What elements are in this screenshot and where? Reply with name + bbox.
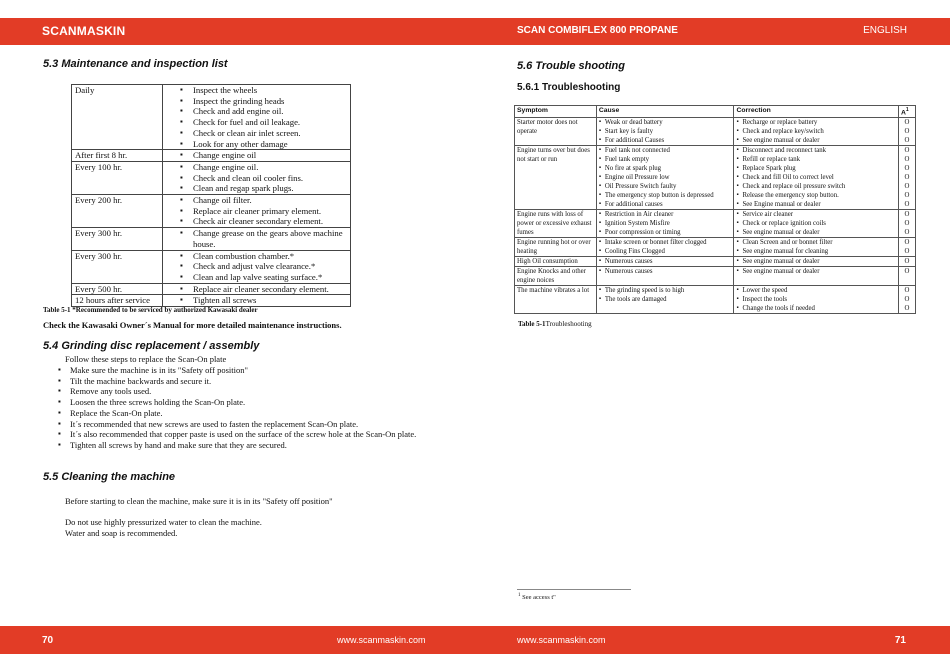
correction-item: ▪ Refill or replace tank [736, 155, 896, 164]
maintenance-task: ▪ Check and add engine oil. [166, 106, 348, 117]
a-item: O [904, 183, 910, 191]
a-item: O [904, 174, 910, 182]
maintenance-row [72, 85, 351, 150]
cause-item: ▪ The emergency stop button is depressed [599, 191, 732, 200]
maintenance-row [72, 250, 351, 283]
maintenance-interval: After first 8 hr. [72, 150, 163, 162]
a-item: O [904, 296, 910, 304]
cause-item: ▪ Fuel tank not connected [599, 146, 732, 155]
correction-item: ▪ Replace Spark plug [736, 164, 896, 173]
symptom-cell: Engine running hot or over heating [515, 238, 597, 257]
a-item: O [904, 258, 910, 266]
cause-item: ▪ The tools are damaged [599, 295, 732, 304]
maintenance-interval: 12 hours after service [72, 295, 163, 307]
a-item: O [904, 165, 910, 173]
cause-cell [596, 238, 734, 257]
replacement-step: ▪ Remove any tools used. [55, 386, 435, 397]
website-link-left[interactable]: www.scanmaskin.com [337, 635, 426, 645]
troubleshooting-row [515, 267, 916, 286]
website-link-right[interactable]: www.scanmaskin.com [517, 635, 606, 645]
maintenance-interval: Every 200 hr. [72, 195, 163, 228]
maintenance-task: ▪ Clean and regap spark plugs. [166, 183, 348, 194]
maintenance-task: ▪ Inspect the grinding heads [166, 96, 348, 107]
maintenance-row [72, 161, 351, 194]
cause-item: ▪ Numerous causes [599, 257, 732, 266]
section-5-5-title: 5.5 Cleaning the machine [43, 471, 176, 483]
section-5-6-1-title: 5.6.1 Troubleshooting [517, 82, 621, 93]
maintenance-table-caption: Table 5-1 *Recommended to be serviced by authorized Kawasaki dealer [43, 306, 258, 314]
cause-cell [596, 286, 734, 314]
footnote-number: 1 [518, 593, 521, 598]
header-bar [0, 18, 950, 45]
correction-cell [734, 267, 899, 286]
maintenance-row [72, 150, 351, 162]
cause-item: ▪ Weak or dead battery [599, 118, 732, 127]
troubleshooting-row [515, 210, 916, 238]
troubleshooting-caption-label: Table 5-1 [518, 320, 546, 328]
maintenance-tasks [163, 295, 351, 307]
footnote [518, 593, 556, 601]
correction-item: ▪ Check and replace oil pressure switch [736, 182, 896, 191]
troubleshooting-row [515, 118, 916, 146]
symptom-cell: High Oil consumption [515, 257, 597, 267]
troubleshooting-table [514, 105, 916, 314]
a-item: O [904, 119, 910, 127]
cause-cell [596, 118, 734, 146]
correction-item: ▪ Check and replace key/switch [736, 127, 896, 136]
maintenance-task: ▪ Clean and lap valve seating surface.* [166, 272, 348, 283]
a-item: O [904, 287, 910, 295]
correction-cell [734, 146, 899, 210]
replacement-step: ▪ Replace the Scan-On plate. [55, 408, 435, 419]
maintenance-task: ▪ Clean combustion chamber.* [166, 251, 348, 262]
replacement-steps-list [55, 365, 435, 451]
cause-item: ▪ Fuel tank empty [599, 155, 732, 164]
section-5-4-title: 5.4 Grinding disc replacement / assembly [43, 340, 260, 352]
a-item: O [904, 128, 910, 136]
replacement-step: ▪ Tighten all screws by hand and make sure that they are secured. [55, 440, 435, 451]
maintenance-tasks [163, 150, 351, 162]
cause-item: ▪ Intake screen or bonnet filter clogged [599, 238, 732, 247]
correction-item: ▪ Change the tools if needed [736, 304, 896, 313]
correction-cell [734, 286, 899, 314]
maintenance-tasks [163, 161, 351, 194]
symptom-cell: Engine runs with loss of power or excessive exhaust fumes [515, 210, 597, 238]
a-item: O [904, 211, 910, 219]
replacement-step: ▪ It´s recommended that new screws are used to fasten the replacement Scan-On plate. [55, 419, 435, 430]
troubleshooting-header-row [515, 106, 916, 118]
a-cell [898, 267, 915, 286]
a-header [898, 106, 915, 118]
correction-item: ▪ See engine manual or dealer [736, 267, 896, 276]
replacement-step: ▪ Loosen the three screws holding the Scan-On plate. [55, 397, 435, 408]
cause-header: Cause [596, 106, 734, 118]
symptom-cell: Engine turns over but does not start or run [515, 146, 597, 210]
correction-cell [734, 238, 899, 257]
section-5-4-intro: Follow these steps to replace the Scan-On plate [65, 354, 227, 364]
a-item: O [904, 201, 910, 209]
maintenance-table [71, 84, 351, 307]
maintenance-task: ▪ Change engine oil [166, 150, 348, 161]
a-item: O [904, 229, 910, 237]
a-item: O [904, 156, 910, 164]
correction-item: ▪ Clean Screen and or bonnet filter [736, 238, 896, 247]
maintenance-row [72, 295, 351, 307]
a-item: O [904, 137, 910, 145]
a-cell [898, 210, 915, 238]
a-cell [898, 238, 915, 257]
correction-cell [734, 210, 899, 238]
correction-item: ▪ See engine manual for cleaning [736, 247, 896, 256]
brand-logo: SCANMASKIN [42, 24, 126, 38]
correction-cell [734, 257, 899, 267]
correction-item: ▪ See Engine manual or dealer [736, 200, 896, 209]
cleaning-paragraph-2: Do not use highly pressurized water to clean the machine. [65, 517, 262, 527]
maintenance-tasks [163, 85, 351, 150]
a-cell [898, 146, 915, 210]
symptom-cell: Engine Knocks and other engine noices [515, 267, 597, 286]
correction-item: ▪ See engine manual or dealer [736, 136, 896, 145]
kawasaki-note: Check the Kawasaki Owner´s Manual for more detailed maintenance instructions. [43, 320, 342, 330]
page-number-left: 70 [42, 635, 54, 646]
cleaning-paragraph-3: Water and soap is recommended. [65, 528, 178, 538]
footnote-text: See access t" [520, 594, 556, 602]
cause-cell [596, 267, 734, 286]
maintenance-tasks [163, 195, 351, 228]
symptom-header: Symptom [515, 106, 597, 118]
cause-item: ▪ Start key is faulty [599, 127, 732, 136]
correction-header: Correction [734, 106, 899, 118]
a-item: O [904, 268, 910, 276]
maintenance-task: ▪ Change oil filter. [166, 195, 348, 206]
cause-item: ▪ For additional causes [599, 200, 732, 209]
maintenance-row [72, 283, 351, 295]
maintenance-task: ▪ Replace air cleaner secondary element. [166, 284, 348, 295]
cause-item: ▪ For additional Causes [599, 136, 732, 145]
page-number-right: 71 [894, 635, 906, 646]
maintenance-task: ▪ Check and clean oil cooler fins. [166, 173, 348, 184]
correction-cell [734, 118, 899, 146]
cause-item: ▪ Ignition System Misfire [599, 219, 732, 228]
maintenance-interval: Every 300 hr. [72, 228, 163, 250]
maintenance-tasks [163, 250, 351, 283]
correction-item: ▪ Disconnect and reconnect tank [736, 146, 896, 155]
section-5-6-title: 5.6 Trouble shooting [517, 60, 625, 72]
troubleshooting-caption-text: Troubleshooting [545, 320, 592, 328]
cause-cell [596, 146, 734, 210]
maintenance-task: ▪ Check for fuel and oil leakage. [166, 117, 348, 128]
a-item: O [904, 192, 910, 200]
correction-item: ▪ Inspect the tools [736, 295, 896, 304]
replacement-step: ▪ Make sure the machine is in its "Safety off position" [55, 365, 435, 376]
correction-item: ▪ Check and fill Oil to correct level [736, 173, 896, 182]
maintenance-interval: Every 500 hr. [72, 283, 163, 295]
maintenance-task: ▪ Tighten all screws [166, 295, 348, 306]
correction-item: ▪ See engine manual or dealer [736, 257, 896, 266]
correction-item: ▪ Service air cleaner [736, 210, 896, 219]
maintenance-task: ▪ Check and adjust valve clearance.* [166, 261, 348, 272]
troubleshooting-caption [518, 320, 592, 328]
cause-item: ▪ Numerous causes [599, 267, 732, 276]
language-label: ENGLISH [863, 25, 907, 36]
troubleshooting-row [515, 286, 916, 314]
maintenance-tasks [163, 283, 351, 295]
maintenance-tasks [163, 228, 351, 250]
footnote-divider [517, 589, 631, 590]
symptom-cell: Starter motor does not operate [515, 118, 597, 146]
cause-cell [596, 257, 734, 267]
a-cell [898, 257, 915, 267]
a-item: O [904, 147, 910, 155]
a-header-label: A [900, 109, 906, 117]
cause-item: ▪ No fire at spark plug [599, 164, 732, 173]
maintenance-interval: Every 100 hr. [72, 161, 163, 194]
footer-bar [0, 626, 950, 654]
maintenance-task: ▪ Change engine oil. [166, 162, 348, 173]
correction-item: ▪ Lower the speed [736, 286, 896, 295]
a-item: O [904, 220, 910, 228]
maintenance-task: ▪ Change grease on the gears above machine house. [166, 228, 348, 249]
correction-item: ▪ See engine manual or dealer [736, 228, 896, 237]
troubleshooting-row [515, 238, 916, 257]
troubleshooting-row [515, 146, 916, 210]
a-item: O [904, 239, 910, 247]
a-item: O [904, 305, 910, 313]
a-cell [898, 286, 915, 314]
cause-item: ▪ Restriction in Air cleaner [599, 210, 732, 219]
replacement-step: ▪ Tilt the machine backwards and secure it. [55, 376, 435, 387]
replacement-step: ▪ It´s also recommended that copper paste is used on the surface of the screw hole at the Scan-On plate. [55, 429, 435, 440]
cause-item: ▪ Oil Pressure Switch faulty [599, 182, 732, 191]
maintenance-task: ▪ Look for any other damage [166, 139, 348, 150]
maintenance-row [72, 195, 351, 228]
symptom-cell: The machine vibrates a lot [515, 286, 597, 314]
troubleshooting-row [515, 257, 916, 267]
maintenance-task: ▪ Replace air cleaner primary element. [166, 206, 348, 217]
cause-item: ▪ Engine oil Pressure low [599, 173, 732, 182]
maintenance-row [72, 228, 351, 250]
a-item: O [904, 248, 910, 256]
maintenance-task: ▪ Inspect the wheels [166, 85, 348, 96]
correction-item: ▪ Recharge or replace battery [736, 118, 896, 127]
cause-cell [596, 210, 734, 238]
a-header-footnote-mark: 1 [905, 107, 909, 113]
maintenance-interval: Daily [72, 85, 163, 150]
correction-item: ▪ Check or replace ignition coils [736, 219, 896, 228]
cleaning-paragraph-1: Before starting to clean the machine, make sure it is in its "Safety off position" [65, 496, 333, 506]
a-cell [898, 118, 915, 146]
maintenance-task: ▪ Check or clean air inlet screen. [166, 128, 348, 139]
cause-item: ▪ The grinding speed is to high [599, 286, 732, 295]
maintenance-interval: Every 300 hr. [72, 250, 163, 283]
correction-item: ▪ Release the emergency stop button. [736, 191, 896, 200]
maintenance-task: ▪ Check air cleaner secondary element. [166, 216, 348, 227]
cause-item: ▪ Poor compression or timing [599, 228, 732, 237]
product-title: SCAN COMBIFLEX 800 PROPANE [517, 25, 678, 36]
cause-item: ▪ Cooling Fins Clogged [599, 247, 732, 256]
section-5-3-title: 5.3 Maintenance and inspection list [43, 58, 228, 70]
